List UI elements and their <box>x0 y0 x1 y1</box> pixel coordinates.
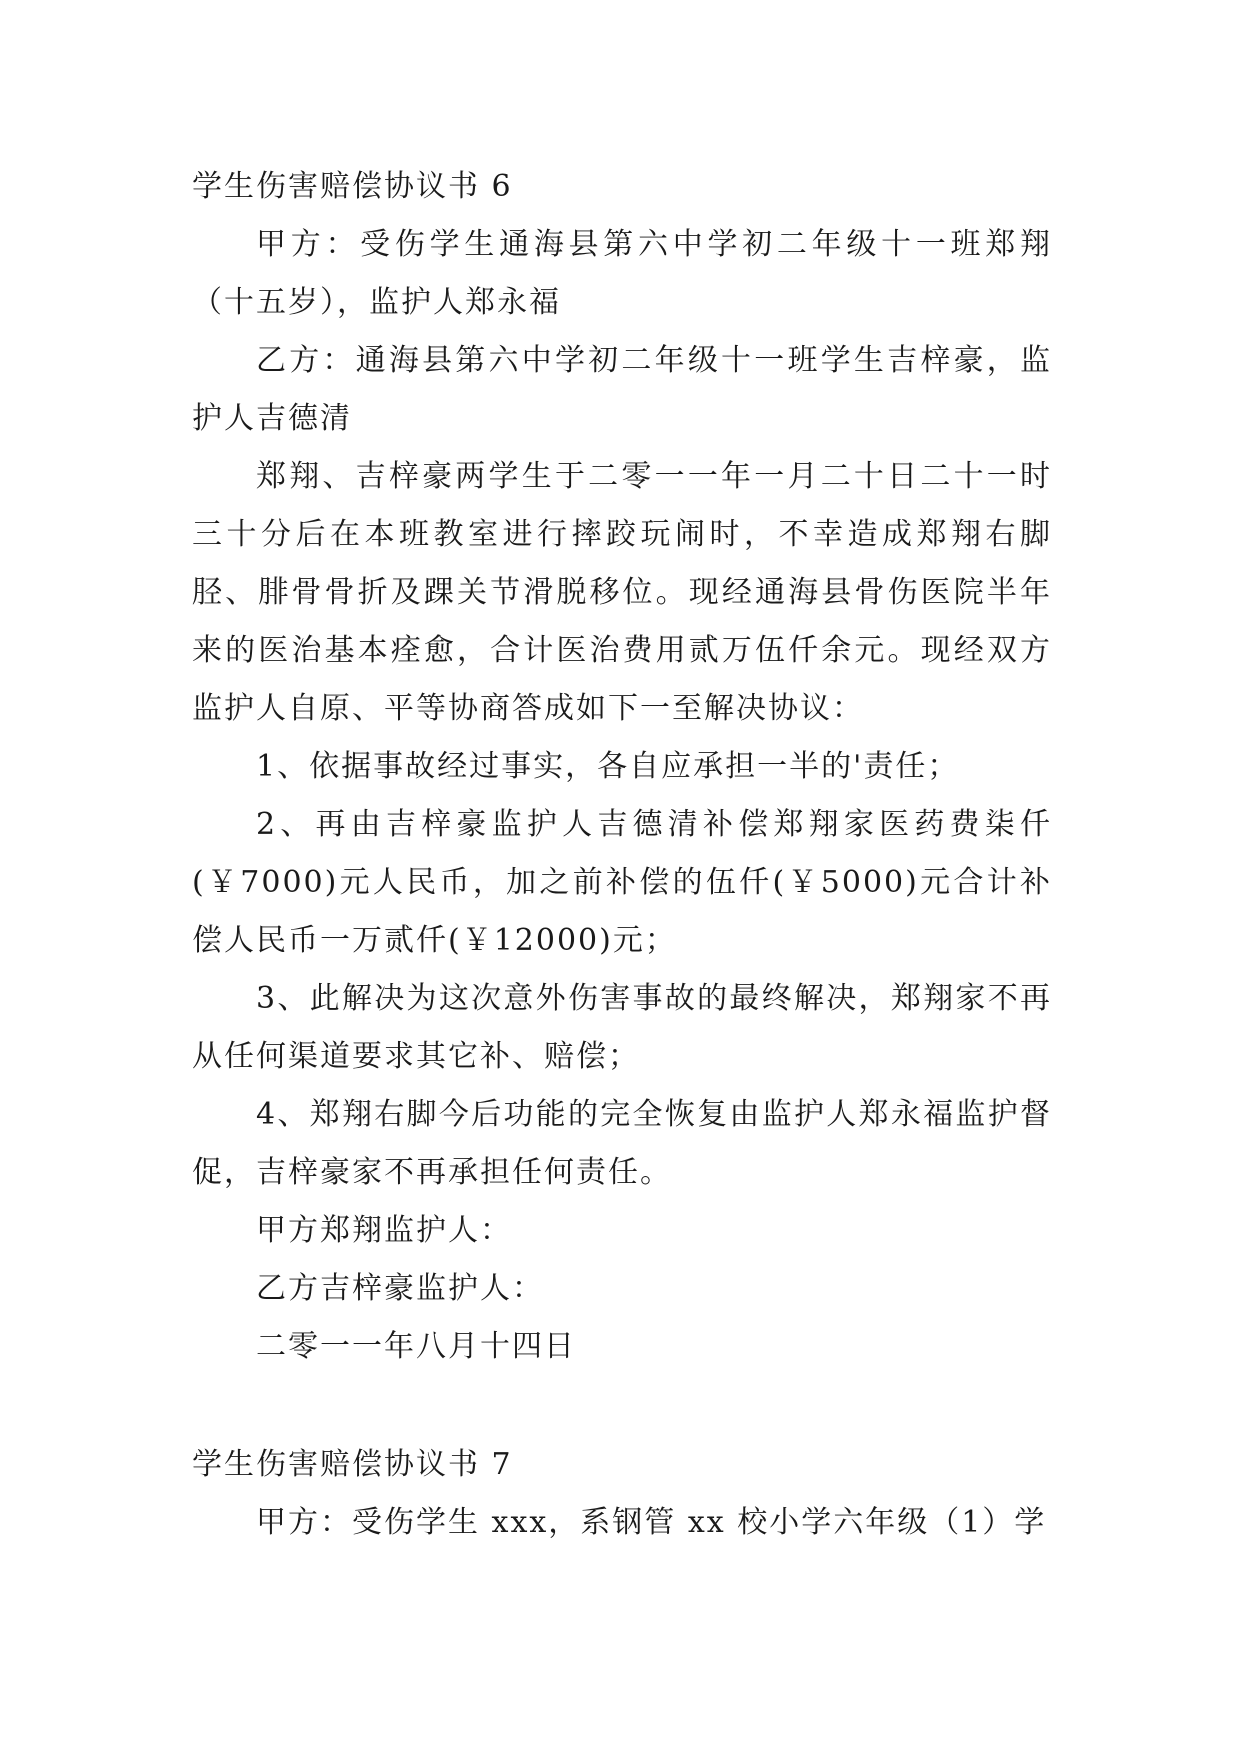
doc6-item-1: 1、依据事故经过事实，各自应承担一半的'责任； <box>256 749 960 784</box>
doc6-party-b: 乙方：通海县第六中学初二年级十一班学生吉梓豪，监护人吉德清 <box>192 343 1052 436</box>
doc6-body: 郑翔、吉梓豪两学生于二零一一年一月二十日二十一时三十分后在本班教室进行摔跤玩闹时，不幸造成郑翔右脚胫、腓骨骨折及踝关节滑脱移位。现经通海县骨伤医院半年来的医治基本痊愈，合计医治费用贰万伍仟余元。现经双方监护人自原、平等协商答成如下一至解决协议： <box>192 459 1052 726</box>
doc6-sign-b: 乙方吉梓豪监护人： <box>256 1271 544 1306</box>
document-page <box>192 158 1052 1552</box>
doc6-item-3: 3、此解决为这次意外伤害事故的最终解决，郑翔家不再从任何渠道要求其它补、赔偿； <box>192 981 1052 1074</box>
doc6-title: 学生伤害赔偿协议书 6 <box>192 169 513 204</box>
doc6-date: 二零一一年八月十四日 <box>256 1329 576 1364</box>
doc7-party-a: 甲方：受伤学生 xxx，系钢管 xx 校小学六年级（1）学 <box>256 1505 1047 1540</box>
doc6-party-a: 甲方：受伤学生通海县第六中学初二年级十一班郑翔（十五岁），监护人郑永福 <box>192 227 1052 320</box>
section-gap <box>192 1376 1052 1436</box>
doc7-title: 学生伤害赔偿协议书 7 <box>192 1447 513 1482</box>
doc6-item-2: 2、再由吉梓豪监护人吉德清补偿郑翔家医药费柒仟(￥7000)元人民币，加之前补偿的伍仟(￥5000)元合计补偿人民币一万贰仟(￥12000)元； <box>192 807 1052 958</box>
doc6-item-4: 4、郑翔右脚今后功能的完全恢复由监护人郑永福监护督促，吉梓豪家不再承担任何责任。 <box>192 1097 1052 1190</box>
doc6-sign-a: 甲方郑翔监护人： <box>256 1213 512 1248</box>
